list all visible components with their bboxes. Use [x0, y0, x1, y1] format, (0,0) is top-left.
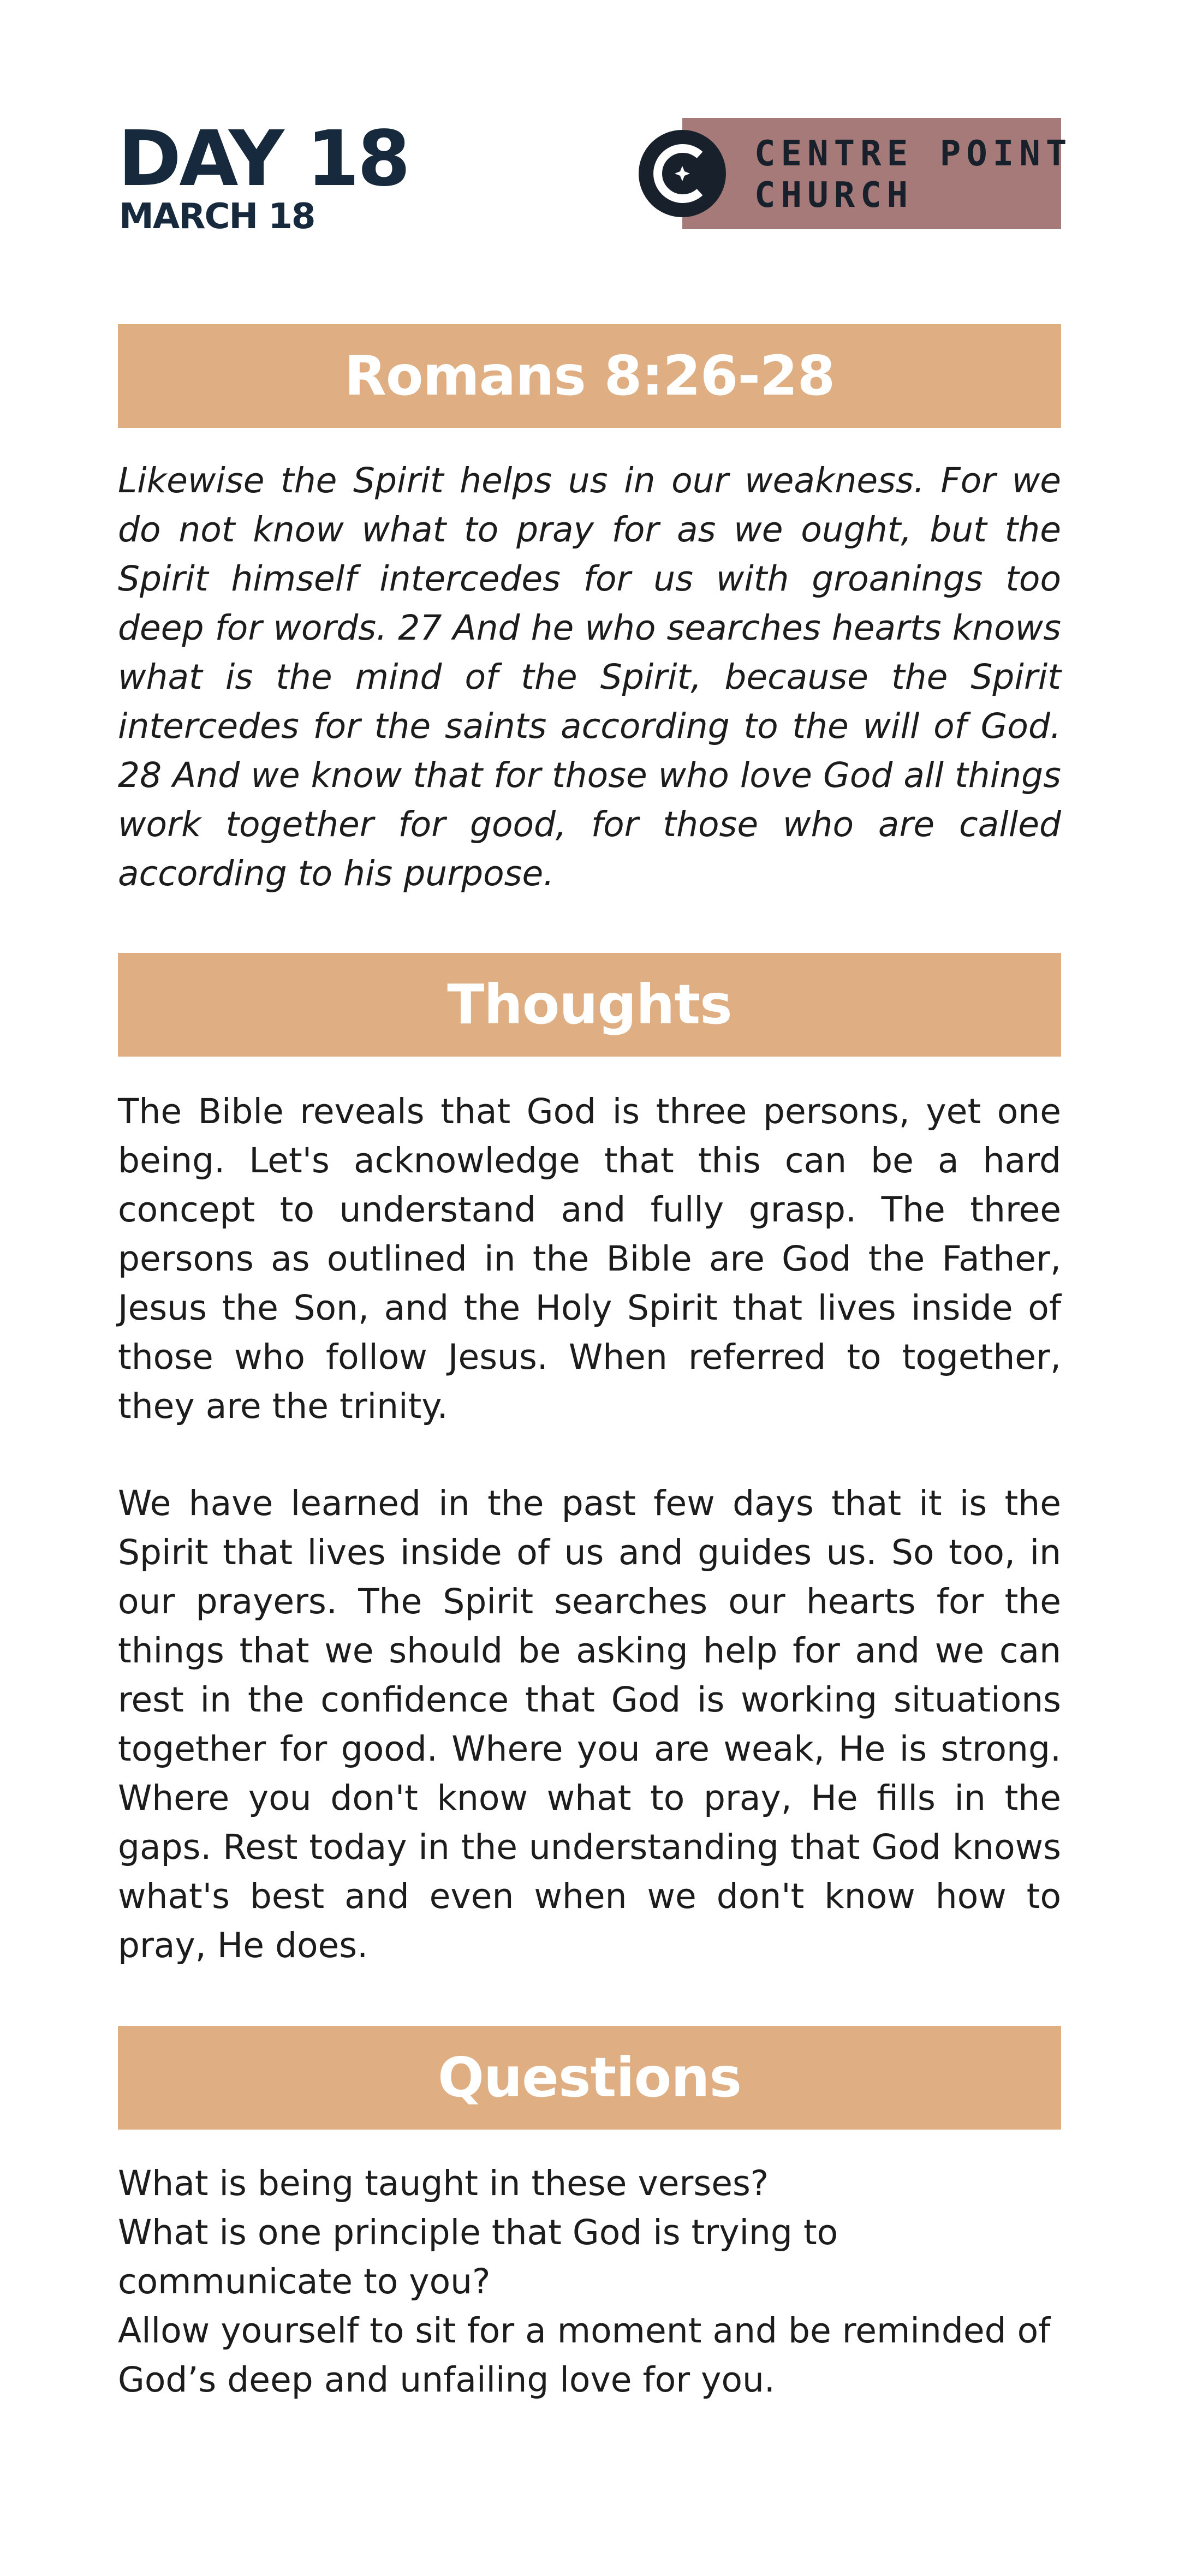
- page-header: [118, 115, 1073, 238]
- scripture-text: Likewise the Spirit helps us in our weakness. For we do not know what to pray for as we ought, but the Spirit himself intercedes for us with groanings too deep for words. 27 And he who searches hearts knows what is the mind of the Spirit, because the Spirit intercedes for the saints according to the will of God. 28 And we know that for those who love God all things work together for good, for those who are called according to his purpose.: [118, 461, 1061, 893]
- day-title: DAY 18: [118, 115, 409, 204]
- thoughts-paragraph-2: We have learned in the past few days that it is the Spirit that lives inside of us and guides us. So too, in our prayers. The Spirit searches our hearts for the things that we should be asking help for and we can rest in the confidence that God is working situations together for good. Where you are weak, He is strong. Where you don't know what to pray, He fills in the gaps. Rest today in the understanding that God knows what's best and even when we don't know how to pray, He does.: [118, 1483, 1061, 1965]
- logo-line-1: CENTRE POINT: [754, 134, 1073, 174]
- church-logo-icon: [639, 130, 726, 217]
- questions-heading: Questions: [118, 2026, 1061, 2130]
- question-item: What is one principle that God is trying to communicate to you?: [118, 2213, 838, 2301]
- questions-list: [118, 2159, 1061, 2405]
- thoughts-paragraph-1: The Bible reveals that God is three persons, yet one being. Let's acknowledge that this can be a hard concept to understand and fully grasp. The three persons as outlined in the Bible are God the Father, Jesus the Son, and the Holy Spirit that lives inside of those who follow Jesus. When referred to together, they are the trinity.: [118, 1092, 1061, 1426]
- logo-line-2: CHURCH: [754, 175, 914, 216]
- logo-wordmark: [754, 133, 1072, 216]
- scripture-heading: Romans 8:26-28: [118, 324, 1061, 428]
- day-date: MARCH 18: [119, 196, 315, 237]
- question-item: What is being taught in these verses?: [118, 2163, 769, 2203]
- question-item: Allow yourself to sit for a moment and be reminded of God’s deep and unfailing love for you.: [118, 2311, 1051, 2400]
- thoughts-heading: Thoughts: [118, 953, 1061, 1057]
- church-logo: [639, 118, 1073, 229]
